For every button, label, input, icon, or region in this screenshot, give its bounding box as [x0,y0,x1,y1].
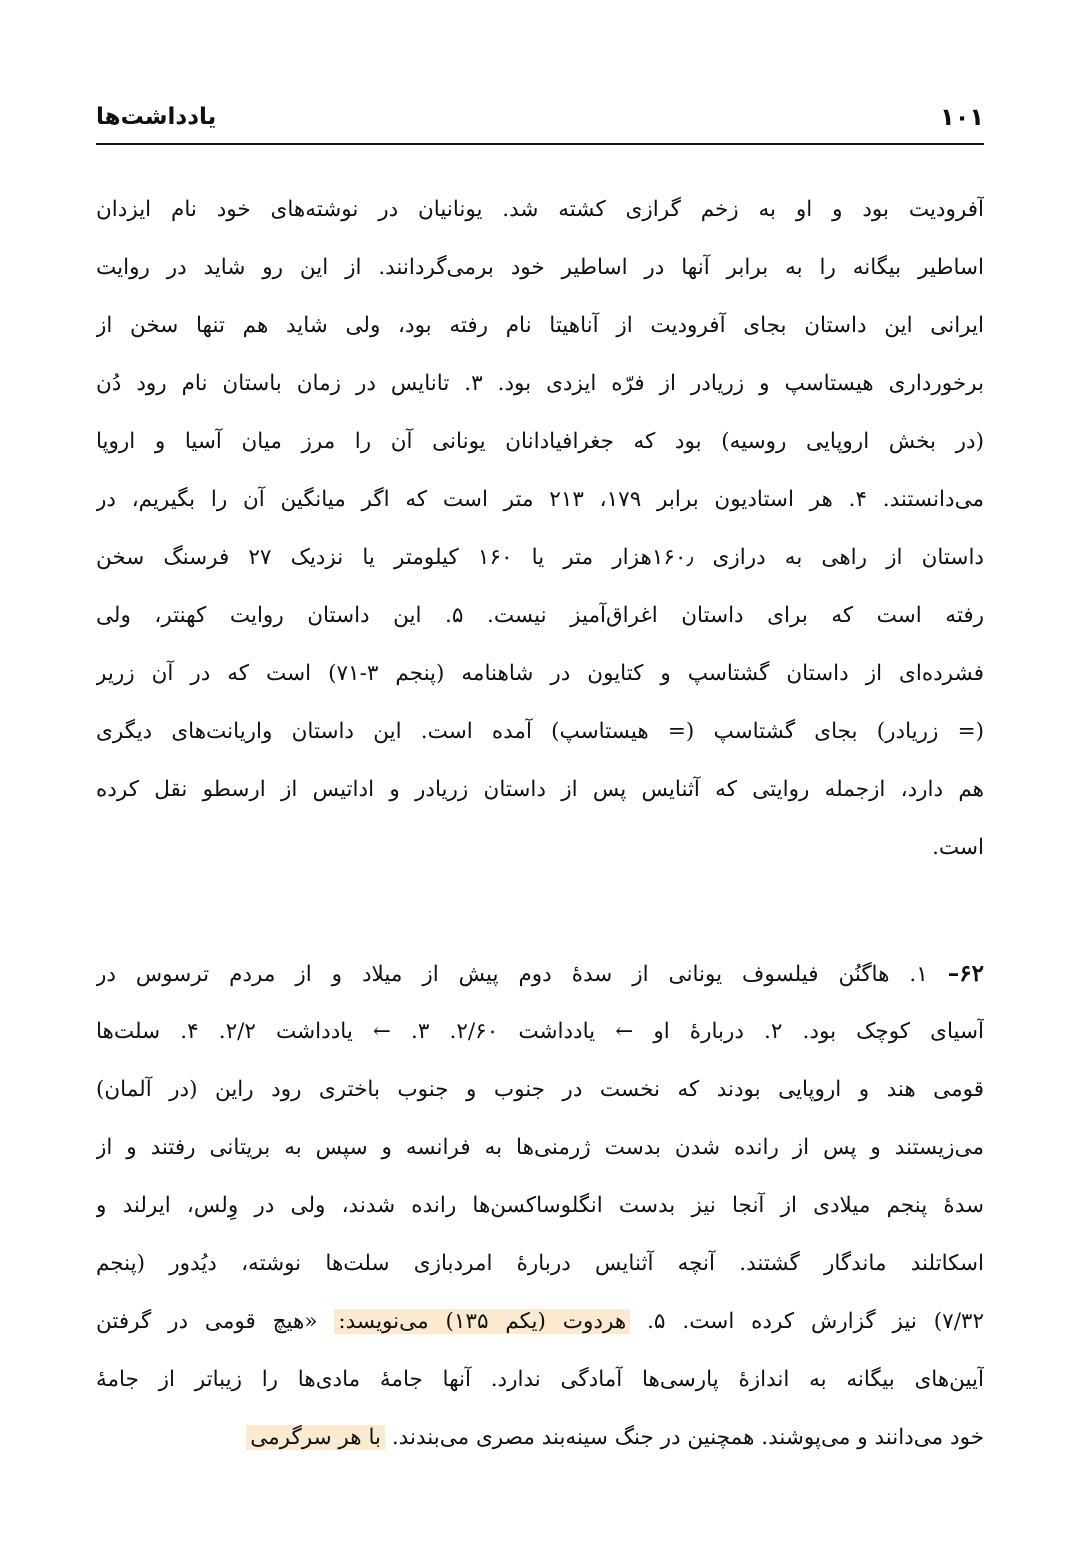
text-line: آفرودیت بود و او به زخم گرازی کشته شد. یونانیان در نوشته‌های خود نام ایزدان [96,197,984,222]
text-line: (در بخش اروپایی روسیه) بود که جغرافیادانان یونانی آن را مرز میان آسیا و اروپا [96,429,984,454]
text-segment: ۷/۳۲) نیز گزارش کرده است. ۵. [630,1309,984,1334]
page-number: ۱۰۱ [940,103,984,131]
text-line: آسیای کوچک بود. ۲. دربارهٔ او ← یادداشت ۲/۶۰. ۳. ← یادداشت ۲/۲. ۴. سلت‌ها [96,1019,984,1044]
text-segment: خود می‌دانند و می‌پوشند. همچنین در جنگ سینه‌بند مصری می‌بندند. [385,1425,984,1450]
text-line: هم دارد، ازجمله روایتی که آثنایس پس از داستان زریادر و اداتیس از ارسطو نقل کرده [96,777,984,802]
text-line: سدهٔ پنجم میلادی از آنجا نیز بدست انگلوساکسن‌ها رانده شدند، ولی در وِلس، ایرلند و [96,1193,984,1218]
text-line: اسکاتلند ماندگار گشتند. آنچه آثنایس دربارهٔ امردبازی سلت‌ها نوشته، دیُدور (پنجم [96,1251,984,1276]
notes-continuation-paragraph [96,181,984,877]
text-line: فشرده‌ای از داستان گشتاسپ و کتایون در شاهنامه (پنجم ۳-۷۱) است که در آن زریر [96,661,984,686]
text-line: می‌دانستند. ۴. هر استادیون برابر ۱۷۹، ۲۱۳ متر است که اگر میانگین آن را بگیریم، در [96,487,984,512]
note-number: ۶۲– [947,960,984,987]
text-line: برخورداری هیستاسپ و زریادر از فرّه ایزدی بود. ۳. تانایس در زمان باستان نام رود دُن [96,371,984,396]
text-line: می‌زیستند و پس از رانده شدن بدست ژرمنی‌ها به فرانسه و سپس به بریتانی رفتند و از [96,1135,984,1160]
text-line: قومی هند و اروپایی بودند که نخست در جنوب و جنوب باختری رود راین (در آلمان) [96,1077,984,1102]
running-title: یادداشت‌ها [96,104,217,130]
text-line: ایرانی این داستان بجای آفرودیت از آناهیتا نام رفته بود، ولی شاید هم تنها سخن از [96,313,984,338]
note-62-paragraph [96,945,984,1467]
text-line: داستان از راهی به درازی ۱۶۰٫هزار متر یا ۱۶۰ کیلومتر یا نزدیک ۲۷ فرسنگ سخن [96,545,984,570]
text-line [96,1293,984,1351]
text-line [96,1409,984,1467]
page-header [96,92,984,142]
text-line [96,945,984,1003]
highlighted-text: با هر سرگرمی [246,1425,385,1450]
text-line: آیین‌های بیگانه به اندازهٔ پارسی‌ها آمادگی ندارد. آنها جامهٔ مادی‌ها را زیباتر از جامهٔ [96,1367,984,1392]
text-segment: «هیچ قومی در گرفتن [96,1309,335,1334]
text-line: (= زریادر) بجای گشتاسپ (= هیستاسپ) آمده است. این داستان واریانت‌های دیگری [96,719,984,744]
highlighted-text: هردوت (یکم ۱۳۵) می‌نویسد: [334,1309,630,1334]
text-line: است. [932,835,984,860]
header-rule [96,143,984,145]
text-segment: ۱. هاگنُن فیلسوف یونانی از سدهٔ دوم پیش از میلاد و از مردم ترسوس در [96,962,948,987]
text-line: رفته است که برای داستان اغراق‌آمیز نیست. ۵. این داستان روایت کهنتر، ولی [96,603,984,628]
text-line: اساطیر بیگانه را به برابر آنها در اساطیر خود برمی‌گردانند. از این رو شاید در روایت [96,255,984,280]
